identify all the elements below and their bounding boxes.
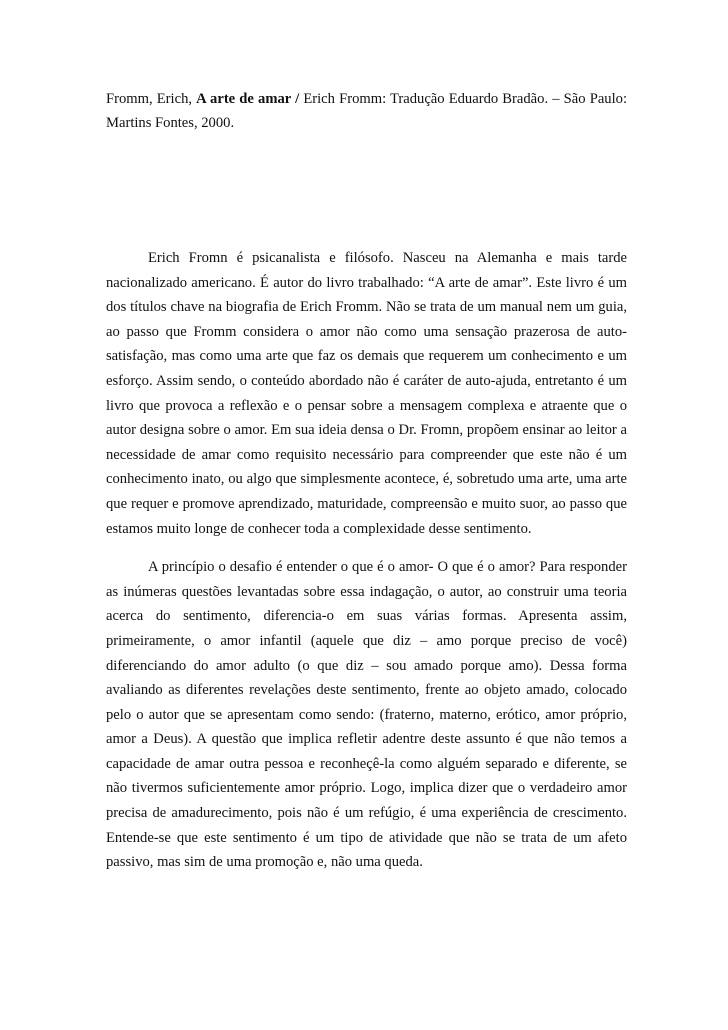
- bibliographic-reference: [106, 87, 627, 135]
- document-body: [106, 246, 627, 889]
- reference-author: Fromm, Erich,: [106, 91, 197, 107]
- reference-line-1: [106, 87, 627, 111]
- reference-title: A arte de amar /: [196, 91, 300, 107]
- reference-line-2: Martins Fontes, 2000.: [106, 115, 235, 131]
- reference-publication: Erich Fromm: Tradução Eduardo Bradão. – São Paulo:: [299, 91, 627, 107]
- paragraph-1: Erich Fromn é psicanalista e filósofo. Nasceu na Alemanha e mais tarde nacionalizado americano. É autor do livro trabalhado: “A arte de amar”. Este livro é um dos títulos chave na biografia de Erich Fromm. Não se trata de um manual nem um guia, ao passo que Fromm considera o amor não como uma sensação prazerosa de auto-satisfação, mas como uma arte que faz os demais que requerem um conhecimento e um esforço. Assim sendo, o conteúdo abordado não é caráter de auto-ajuda, entretanto é um livro que provoca a reflexão e o pensar sobre a mensagem complexa e atraente que o autor designa sobre o amor. Em sua ideia densa o Dr. Fromn, propõem ensinar ao leitor a necessidade de amar como requisito necessário para compreender que este não é um conhecimento inato, ou algo que simplesmente acontece, é, sobretudo uma arte, uma arte que requer e promove aprendizado, maturidade, compreensão e muito suor, ao passo que estamos muito longe de conhecer toda a complexidade desse sentimento.: [106, 250, 627, 537]
- paragraph-2: A princípio o desafio é entender o que é o amor- O que é o amor? Para responder as inúmeras questões levantadas sobre essa indagação, o autor, ao construir uma teoria acerca do sentimento, diferencia-o em suas várias formas. Apresenta assim, primeiramente, o amor infantil (aquele que diz – amo porque preciso de você) diferenciando do amor adulto (o que diz – sou amado porque amo). Dessa forma avaliando as diferentes revelações deste sentimento, frente ao objeto amado, colocado pelo o autor que se apresentam como sendo: (fraterno, materno, erótico, amor próprio, amor a Deus). A questão que implica refletir adentre deste assunto é que não temos a capacidade de amar outra pessoa e reconheçê-la como alguém separado e diferente, se não tivermos suficientemente amor próprio. Logo, implica dizer que o verdadeiro amor precisa de amadurecimento, pois não é um refúgio, é uma experiência de crescimento. Entende-se que este sentimento é um tipo de atividade que não se trata de um afeto passivo, mas sim de uma promoção e, não uma queda.: [106, 559, 627, 871]
